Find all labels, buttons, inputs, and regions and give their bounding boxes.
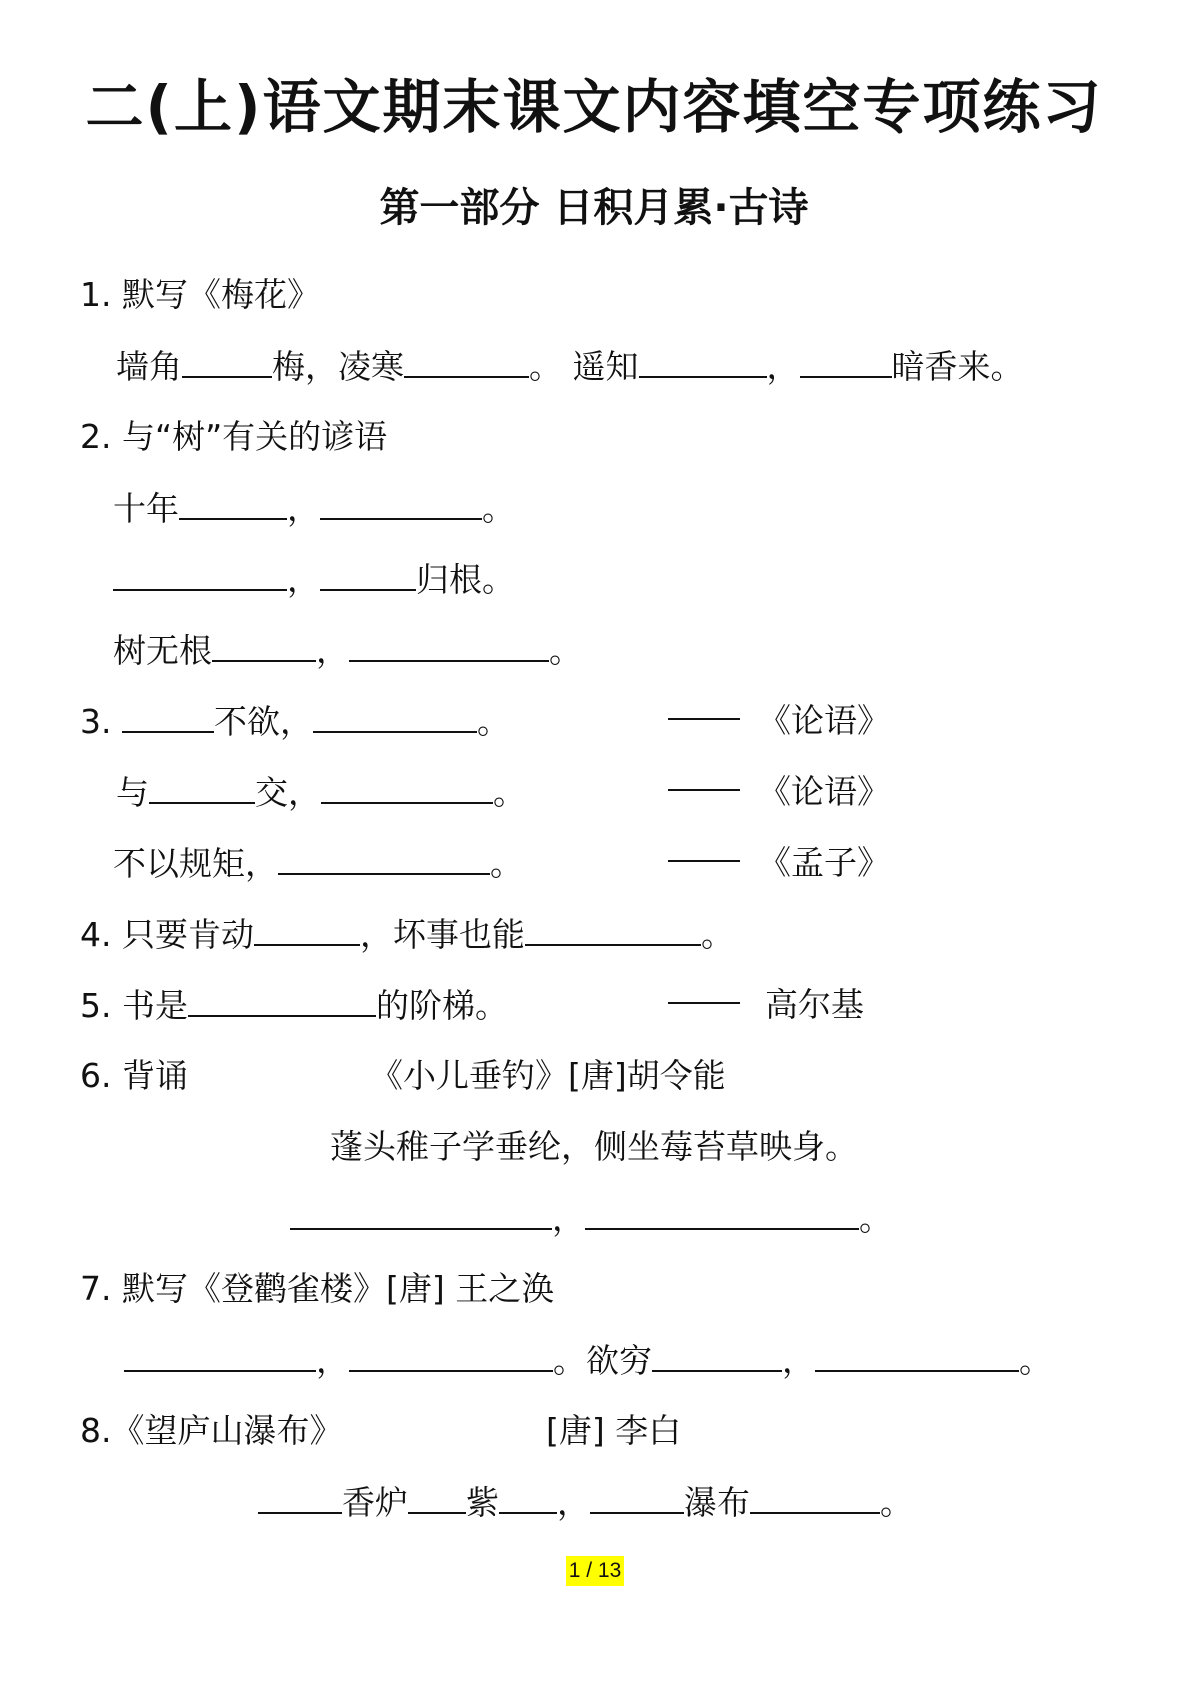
question-7-heading: 7. 默写《登鹳雀楼》[唐] 王之涣: [80, 1269, 555, 1308]
blank[interactable]: [639, 346, 767, 378]
section-subtitle: 第一部分 日积月累·古诗: [379, 185, 809, 231]
q2-text: 十年: [113, 489, 179, 528]
q8-text: ，: [557, 1483, 590, 1522]
blank[interactable]: [349, 1340, 553, 1372]
q6-text: ，: [552, 1199, 585, 1238]
q2-text: 。: [482, 489, 515, 528]
blank[interactable]: [525, 914, 701, 946]
q1-text-1: 墙角: [116, 347, 182, 386]
q1-text-2: 梅，凌寒: [272, 347, 404, 386]
source-lunyu-1: 《论语》: [758, 701, 890, 740]
blank[interactable]: [122, 701, 214, 733]
question-3-line-3: [113, 843, 523, 884]
question-2-heading: 2. 与“树”有关的谚语: [80, 417, 388, 456]
blank[interactable]: [278, 843, 490, 875]
q3-text: 。: [490, 844, 523, 883]
q5-text: 5. 书是: [80, 986, 188, 1025]
question-6-heading: 6. 背诵: [80, 1056, 188, 1095]
blank[interactable]: [290, 1198, 552, 1230]
q8-text: 瀑布: [684, 1483, 750, 1522]
blank[interactable]: [750, 1482, 880, 1514]
blank[interactable]: [258, 1482, 342, 1514]
em-dash: [668, 789, 740, 791]
blank[interactable]: [408, 1482, 466, 1514]
question-2-line-3: [113, 630, 582, 671]
page-title: 二(上)语文期末课文内容填空专项练习: [85, 73, 1103, 141]
blank[interactable]: [815, 1340, 1019, 1372]
question-3-line-1: [80, 701, 510, 742]
q4-text: 。: [700, 915, 734, 954]
q3-text: 与: [116, 773, 149, 812]
blank[interactable]: [800, 346, 892, 378]
question-2-line-2: [113, 559, 515, 600]
q3-text: 不以规矩，: [113, 844, 278, 883]
q7-text: ，: [782, 1341, 815, 1380]
source-lunyu-2: 《论语》: [758, 772, 890, 811]
blank[interactable]: [320, 488, 482, 520]
q3-text: 。: [477, 702, 510, 741]
q2-text: 树无根: [113, 631, 212, 670]
source-gorky: 高尔基: [765, 985, 864, 1024]
poem-title-xiaoer: 《小儿垂钓》[唐]胡令能: [370, 1056, 726, 1095]
question-7-line: [124, 1340, 1052, 1381]
q7-text: 。: [1019, 1341, 1052, 1380]
q8-text: 。: [880, 1483, 913, 1522]
blank[interactable]: [212, 630, 316, 662]
poem-line-1: 蓬头稚子学垂纶，侧坐莓苔草映身。: [330, 1127, 858, 1166]
q1-text-4: ，: [766, 347, 800, 386]
blank[interactable]: [320, 559, 416, 591]
em-dash: [668, 860, 740, 862]
question-1-line: [116, 346, 1024, 387]
q7-text: ，: [316, 1341, 349, 1380]
em-dash: [668, 718, 740, 720]
blank[interactable]: [124, 1340, 316, 1372]
blank[interactable]: [188, 985, 376, 1017]
blank[interactable]: [113, 559, 287, 591]
blank[interactable]: [349, 630, 549, 662]
blank[interactable]: [179, 488, 287, 520]
q3-text: 不欲，: [214, 702, 313, 741]
q4-text: ，坏事也能: [359, 915, 525, 954]
page-number: 1 / 13: [566, 1556, 624, 1586]
question-8-heading: 8.《望庐山瀑布》: [80, 1411, 343, 1450]
q1-text-3: 。 遥知: [529, 347, 639, 386]
question-4-line: [80, 914, 734, 955]
q1-text-5: 暗香来。: [891, 347, 1024, 386]
blank[interactable]: [499, 1482, 557, 1514]
q5-text: 的阶梯。: [375, 986, 508, 1025]
blank[interactable]: [585, 1198, 859, 1230]
blank[interactable]: [149, 772, 255, 804]
question-2-line-1: [113, 488, 515, 529]
question-8-line: [258, 1482, 913, 1523]
blank[interactable]: [313, 701, 477, 733]
q4-text: 4. 只要肯动: [80, 915, 254, 954]
q2-text: 。: [549, 631, 582, 670]
q2-text: 归根。: [416, 560, 515, 599]
q8-text: 紫: [466, 1483, 499, 1522]
poem-author-libai: [唐] 李白: [546, 1411, 682, 1450]
question-3-line-2: [116, 772, 526, 813]
q2-text: ，: [287, 560, 320, 599]
blank[interactable]: [254, 914, 360, 946]
blank[interactable]: [182, 346, 272, 378]
q3-text: 交，: [255, 773, 321, 812]
question-5-line: [80, 985, 508, 1026]
q2-text: ，: [316, 631, 349, 670]
q7-text: 。欲穷: [553, 1341, 652, 1380]
blank[interactable]: [590, 1482, 684, 1514]
poem-line-2: [290, 1198, 892, 1239]
blank[interactable]: [652, 1340, 782, 1372]
q3-text: 。: [493, 773, 526, 812]
em-dash: [668, 1002, 740, 1004]
blank[interactable]: [404, 346, 529, 378]
q3-number: 3.: [80, 702, 112, 741]
q2-text: ，: [287, 489, 320, 528]
blank[interactable]: [321, 772, 493, 804]
q8-text: 香炉: [342, 1483, 408, 1522]
source-mengzi: 《孟子》: [758, 843, 890, 882]
q6-text: 。: [859, 1199, 892, 1238]
question-1-heading: 1. 默写《梅花》: [80, 275, 320, 314]
